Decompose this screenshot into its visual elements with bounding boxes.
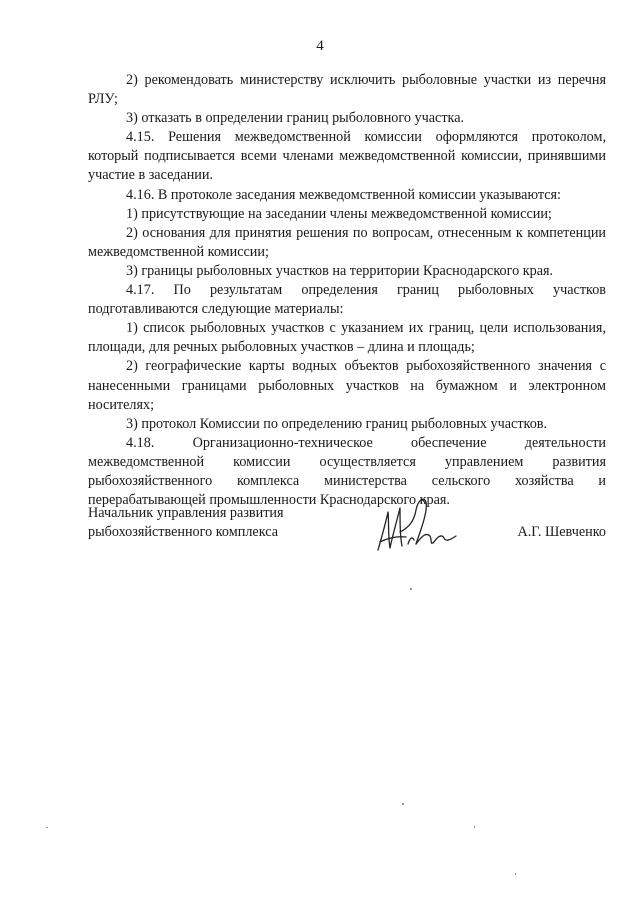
scan-speck (474, 826, 475, 828)
signer-title-line: Начальник управления развития (88, 505, 284, 521)
paragraph: 2) географические карты водных объектов рыбохозяйственного значения с нанесенными границами рыболовных участков на бумажном и электронном носителях; (88, 358, 606, 413)
paragraph: 1) список рыболовных участков с указанием их границ, цели использования, площади, для речных рыболовных участков – длина и площадь; (88, 320, 606, 356)
paragraph: 4.15. Решения межведомственной комиссии оформляются протоколом, который подписывается всеми членами межведомственной комиссии, принявшими участие в заседании. (88, 129, 606, 184)
scan-speck (515, 873, 516, 875)
handwritten-signature (370, 492, 470, 556)
scan-speck (402, 803, 404, 805)
paragraph: 1) присутствующие на заседании члены межведомственной комиссии; (126, 205, 552, 222)
signer-title-line: рыбохозяйственного комплекса (88, 524, 278, 541)
paragraph: 3) протокол Комиссии по определению границ рыболовных участков. (126, 415, 548, 432)
paragraph: 3) границы рыболовных участков на территории Краснодарского края. (126, 262, 554, 279)
page-number: 4 (316, 38, 324, 54)
paragraph: 4.17. По результатам определения границ рыболовных участков подготавливаются следующие материалы: (88, 282, 606, 318)
signer-name: А.Г. Шевченко (517, 524, 606, 540)
paragraph: 2) рекомендовать министерству исключить рыболовные участки из перечня РЛУ; (88, 72, 606, 108)
scan-speck (410, 588, 412, 590)
paragraph: 2) основания для принятия решения по вопросам, отнесенным к компетенции межведомственной комиссии; (88, 224, 606, 260)
paragraph: 3) отказать в определении границ рыболовного участка. (126, 110, 465, 127)
document-body (88, 71, 606, 510)
paragraph: 4.18. Организационно-техническое обеспечение деятельности межведомственной комиссии осуществляется управлением развития рыбохозяйственного комплекса министерства сельского хозяйства и перерабатывающей промышленности Краснодарского края. (88, 434, 606, 509)
paragraph: 4.16. В протоколе заседания межведомственной комиссии указываются: (126, 186, 561, 203)
scan-speck (46, 827, 48, 828)
signer-title (88, 504, 328, 542)
signature-block (88, 504, 606, 564)
